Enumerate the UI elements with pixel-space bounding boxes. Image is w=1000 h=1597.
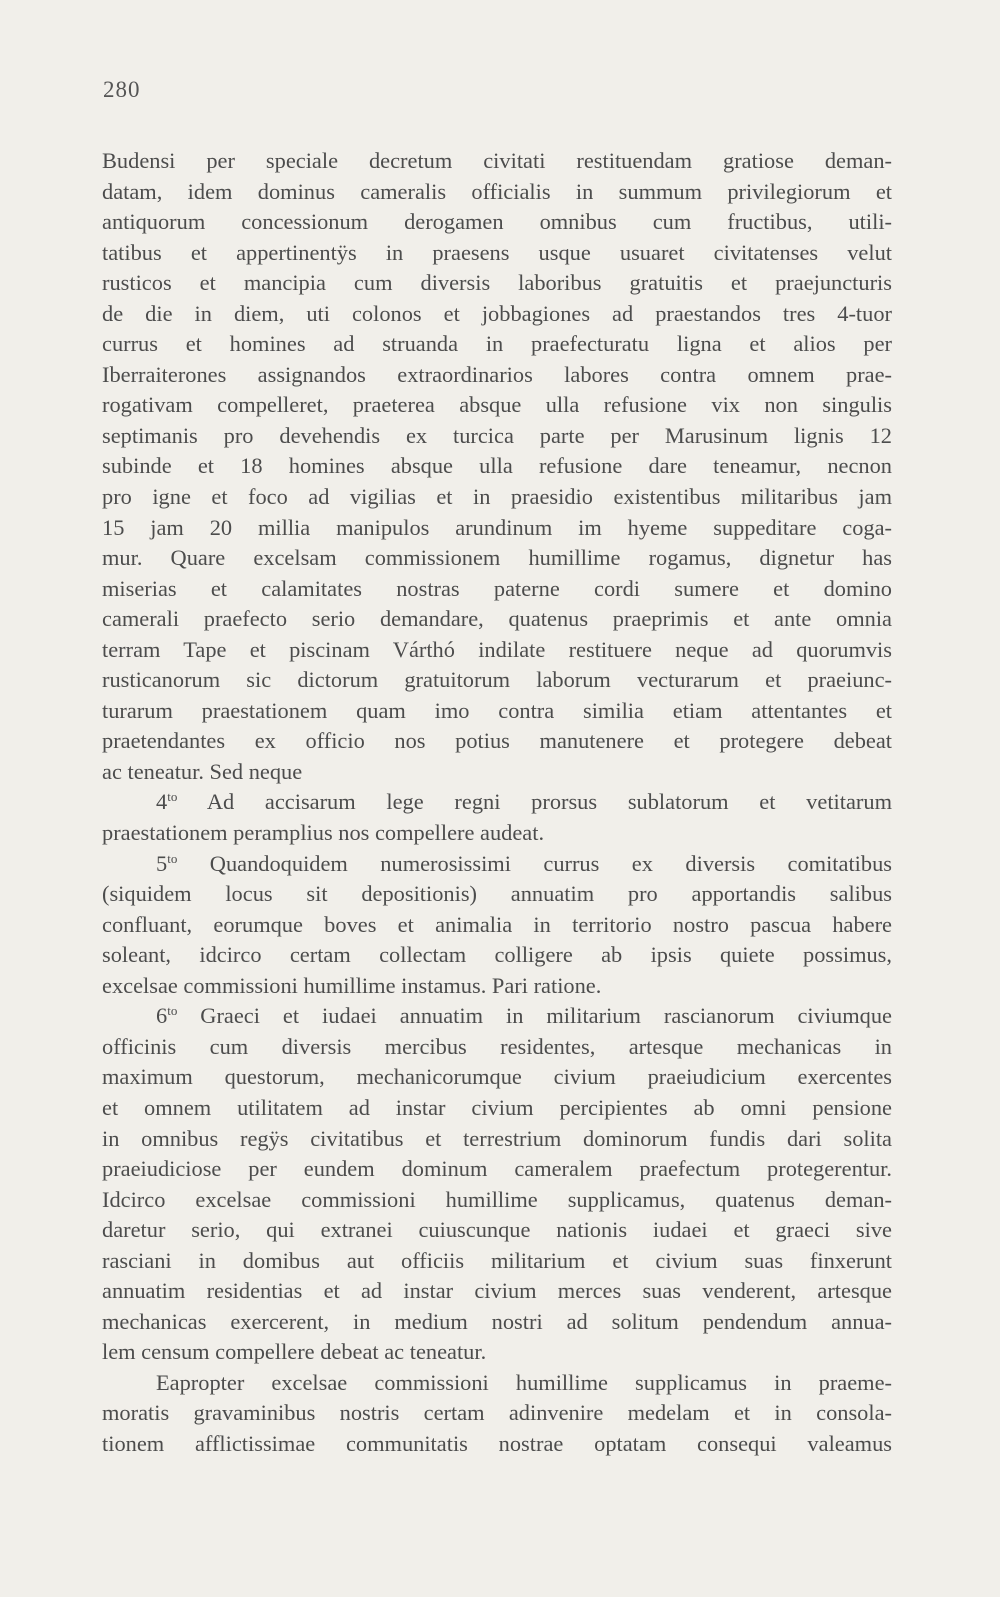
text-line: [102, 635, 892, 666]
text-line: [102, 604, 892, 635]
text-line-content: annuatim residentias et ad instar civium merces suas venderent, artesque: [102, 1278, 892, 1304]
text-line-content: Graeci et iudaei annuatim in militarium rascianorum civiumque: [177, 1003, 892, 1029]
text-line: [102, 1276, 892, 1307]
section-number: 4: [156, 789, 168, 815]
text-line: [102, 146, 892, 177]
page-number: 280: [103, 77, 141, 102]
text-line: [102, 513, 892, 544]
text-line-content: officinis cum diversis mercibus residentes, artesque mechanicas in: [102, 1033, 892, 1059]
text-line-content: praeiudiciose per eundem dominum cameralem praefectum protegerentur.: [102, 1156, 892, 1182]
text-line: [102, 451, 892, 482]
text-line: [102, 757, 892, 788]
text-line: [102, 1032, 892, 1063]
text-line-content: terram Tape et piscinam Várthó indilate restituere neque ad quorumvis: [102, 636, 892, 662]
text-line-content: maximum questorum, mechanicorumque civium praeiudicium exercentes: [102, 1064, 892, 1090]
text-line-content: mur. Quare excelsam commissionem humillime rogamus, dignetur has: [102, 545, 892, 571]
text-line: [102, 299, 892, 330]
section-number: 5: [156, 850, 168, 876]
text-line: [102, 1246, 892, 1277]
text-line-content: currus et homines ad struanda in praefecturatu ligna et alios per: [102, 331, 892, 357]
text-line: [102, 543, 892, 574]
text-line-content: tionem afflictissimae communitatis nostrae optatam consequi valeamus: [102, 1430, 892, 1456]
text-line: [102, 1001, 892, 1032]
text-line: [102, 1154, 892, 1185]
body-text: [102, 146, 892, 1460]
text-line-content: Budensi per speciale decretum civitati restituendam gratiose deman-: [102, 148, 892, 173]
text-line-content: tatibus et appertinentÿs in praesens usque usuaret civitatenses velut: [102, 239, 892, 265]
text-line: [102, 879, 892, 910]
text-line-content: confluant, eorumque boves et animalia in territorio nostro pascua habere: [102, 911, 892, 937]
text-line-content: soleant, idcirco certam collectam colligere ab ipsis quiete possimus,: [102, 942, 892, 968]
text-line: [102, 787, 892, 818]
text-line-content: daretur serio, qui extranei cuiuscunque nationis iudaei et graeci sive: [102, 1217, 892, 1243]
text-line-content: antiquorum concessionum derogamen omnibus cum fructibus, utili-: [102, 209, 892, 235]
text-line: [102, 238, 892, 269]
text-line-content: miserias et calamitates nostras paterne cordi sumere et domino: [102, 575, 892, 601]
text-line: [102, 390, 892, 421]
text-line-content: rasciani in domibus aut officiis militarium et civium suas finxerunt: [102, 1247, 892, 1273]
text-line: [102, 971, 892, 1002]
text-line-content: rogativam compelleret, praeterea absque ulla refusione vix non singulis: [102, 392, 892, 418]
text-line-content: rusticos et mancipia cum diversis laboribus gratuitis et praejuncturis: [102, 270, 892, 296]
text-line-content: camerali praefecto serio demandare, quatenus praeprimis et ante omnia: [102, 606, 892, 632]
text-line-content: praestationem peramplius nos compellere audeat.: [102, 820, 545, 846]
text-line-content: Eapropter excelsae commissioni humillime supplicamus in praeme-: [156, 1369, 892, 1395]
text-line: [102, 726, 892, 757]
text-line-content: moratis gravaminibus nostris certam adinvenire medelam et in consola-: [102, 1400, 892, 1426]
text-line-content: septimanis pro devehendis ex turcica parte per Marusinum lignis 12: [102, 422, 892, 448]
text-line-content: ac teneatur. Sed neque: [102, 758, 303, 784]
text-line-content: datam, idem dominus cameralis officialis in summum privilegiorum et: [102, 178, 892, 204]
text-line: [102, 329, 892, 360]
text-line: [102, 818, 892, 849]
text-line: [102, 360, 892, 391]
text-line-content: (siquidem locus sit depositionis) annuatim pro apportandis salibus: [102, 881, 892, 907]
text-line: [102, 482, 892, 513]
text-line: [102, 1307, 892, 1338]
text-line-content: Ad accisarum lege regni prorsus sublatorum et vetitarum: [177, 789, 892, 815]
text-line: [102, 849, 892, 880]
text-line: [102, 574, 892, 605]
text-line-content: 15 jam 20 millia manipulos arundinum im hyeme suppeditare coga-: [102, 514, 892, 540]
text-line: [102, 1337, 892, 1368]
text-line-content: praetendantes ex officio nos potius manutenere et protegere debeat: [102, 728, 892, 754]
text-line-content: et omnem utilitatem ad instar civium percipientes ab omni pensione: [102, 1094, 892, 1120]
text-line: [102, 940, 892, 971]
section-ordinal-suffix: to: [167, 789, 178, 805]
text-line-content: de die in diem, uti colonos et jobbagiones ad praestandos tres 4-tuor: [102, 300, 892, 326]
text-line-content: mechanicas exercerent, in medium nostri ad solitum pendendum annua-: [102, 1308, 892, 1334]
text-line: [102, 1368, 892, 1399]
text-line: [102, 1185, 892, 1216]
text-line: [102, 665, 892, 696]
section-number: 6: [156, 1003, 168, 1029]
text-line: [102, 910, 892, 941]
text-line: [102, 207, 892, 238]
text-line: [102, 177, 892, 208]
text-line-content: Quandoquidem numerosissimi currus ex diversis comitatibus: [177, 850, 892, 876]
text-line: [102, 421, 892, 452]
text-line-content: lem censum compellere debeat ac teneatur.: [102, 1339, 487, 1365]
text-line-content: Iberraiterones assignandos extraordinarios labores contra omnem prae-: [102, 361, 892, 387]
text-line-content: subinde et 18 homines absque ulla refusione dare teneamur, necnon: [102, 453, 892, 479]
text-line: [102, 1062, 892, 1093]
text-line: [102, 1124, 892, 1155]
text-line-content: turarum praestationem quam imo contra similia etiam attentantes et: [102, 697, 892, 723]
text-line: [102, 1093, 892, 1124]
section-ordinal-suffix: to: [167, 1003, 178, 1019]
text-line: [102, 696, 892, 727]
text-line: [102, 1398, 892, 1429]
text-line-content: pro igne et foco ad vigilias et in praesidio existentibus militaribus jam: [102, 484, 892, 510]
text-line: [102, 1215, 892, 1246]
text-line: [102, 268, 892, 299]
text-line-content: in omnibus regÿs civitatibus et terrestrium dominorum fundis dari solita: [102, 1125, 892, 1151]
text-line-content: Idcirco excelsae commissioni humillime supplicamus, quatenus deman-: [102, 1186, 892, 1212]
text-line-content: excelsae commissioni humillime instamus. Pari ratione.: [102, 972, 602, 998]
text-line-content: rusticanorum sic dictorum gratuitorum laborum vecturarum et praeiunc-: [102, 667, 892, 693]
section-ordinal-suffix: to: [167, 850, 178, 866]
text-line: [102, 1429, 892, 1460]
